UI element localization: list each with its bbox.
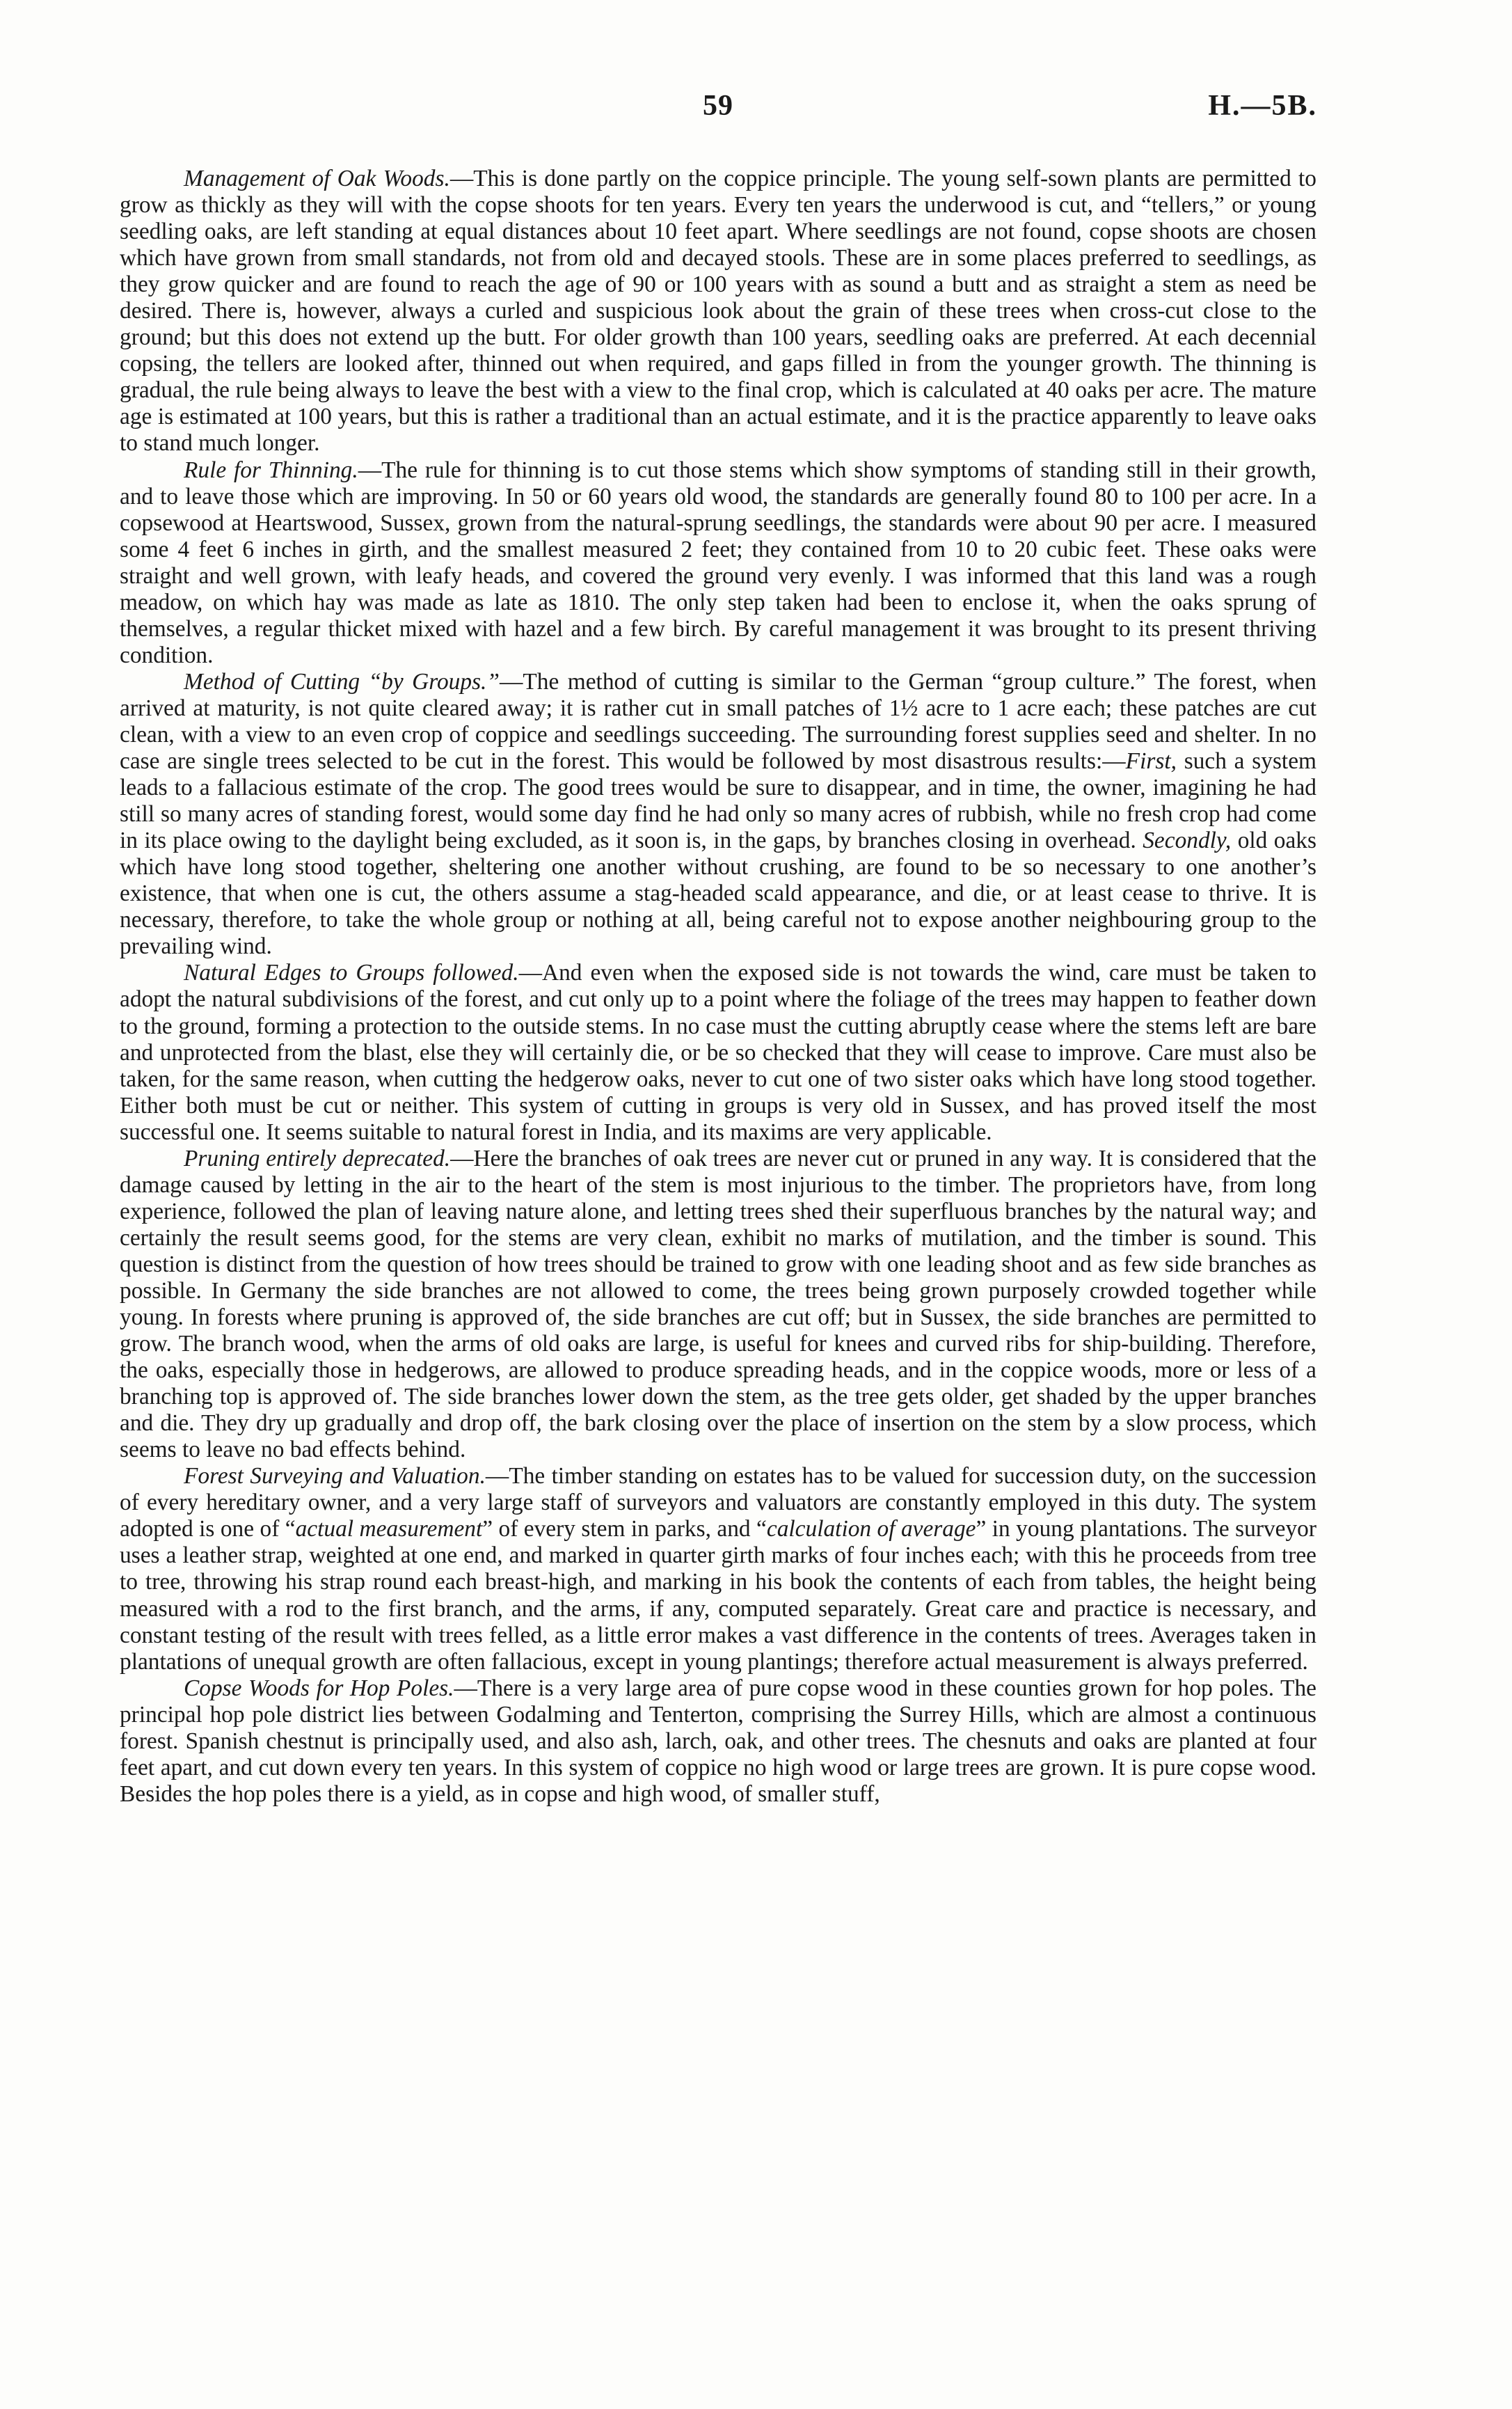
paragraph-text: old oaks which have long stood together, sheltering one another without crushing, are found to be so necessary to one another’s existence, that when one is cut, the others assume a stag-headed scald appearance, and die, or at least cease to thrive. It is necessary, therefore, to take the whole group or nothing at all, being careful not to expose another neighbouring group to the prevailing wind.: [120, 828, 1316, 960]
paragraph-text: —The rule for thinning is to cut those stems which show symptoms of standing still in their growth, and to leave those which are improving. In 50 or 60 years old wood, the standards are generally found 80 to 100 per acre. In a copsewood at Heartswood, Sussex, grown from the natural-sprung seedlings, the standards were about 90 per acre. I measured some 4 feet 6 inches in girth, and the smallest measured 2 feet; they contained from 10 to 20 cubic feet. These oaks were straight and well grown, with leafy heads, and covered the ground very evenly. I was informed that this land was a rough meadow, on which hay was made as late as 1810. The only step taken had been to enclose it, when the oaks sprung of themselves, a regular thicket mixed with hazel and a few birch. By careful management it was brought to its present thriving condition.: [120, 457, 1316, 668]
paragraph-natural-edges: [120, 960, 1316, 1145]
paragraph-text: ” in young plantations. The surveyor uses a leather strap, weighted at one end, and marked in quarter girth marks of four inches each; with this he proceeds from tree to tree, throwing his strap round each breast-high, and marking in his book the contents of each from tables, the height being measured with a rod to the first branch, and the arms, if any, computed separately. Great care and practice is necessary, and constant testing of the result with trees felled, as a little error makes a vast difference in the contents of trees. Averages taken in plantations of unequal growth are often fallacious, except in young plantings; therefore actual measurement is always preferred.: [120, 1516, 1316, 1675]
paragraph-text: —This is done partly on the coppice principle. The young self-sown plants are permitted to grow as thickly as they will with the copse shoots for ten years. Every ten years the underwood is cut, and “tellers,” or young seedling oaks, are left standing at equal distances about 10 feet apart. Where seedlings are not found, copse shoots are chosen which have grown from small standards, not from old and decayed stools. These are in some places preferred to seedlings, as they grow quicker and are found to reach the age of 90 or 100 years with as sound a butt and as straight a stem as need be desired. There is, however, always a curled and suspicious look about the grain of these trees when cross-cut close to the ground; but this does not extend up the butt. For older growth than 100 years, seedling oaks are preferred. At each decennial copsing, the tellers are looked after, thinned out when required, and gaps filled in from the younger growth. The thinning is gradual, the rule being always to leave the best with a view to the final crop, which is calculated at 40 oaks per acre. The mature age is estimated at 100 years, but this is rather a traditional than an actual estimate, and it is the practice apparently to leave oaks to stand much longer.: [120, 166, 1316, 457]
paragraph-text: —There is a very large area of pure copse wood in these counties grown for hop poles. The principal hop pole district lies between Godalming and Tenterton, comprising the Surrey Hills, which are almost a continuous forest. Spanish chestnut is principally used, and also ash, larch, oak, and other trees. The chesnuts and oaks are planted at four feet apart, and cut down every ten years. In this system of coppice no high wood or large trees are grown. It is pure copse wood. Besides the hop poles there is a yield, as in copse and high wood, of smaller stuff,: [120, 1675, 1316, 1807]
paragraph-heading: Natural Edges to Groups followed.: [184, 960, 519, 986]
paragraph-management-of-oak-woods: [120, 166, 1316, 457]
page-number: 59: [703, 90, 733, 122]
paragraph-text: ” of every stem in parks, and “: [482, 1516, 767, 1542]
paragraph-text: —Here the branches of oak trees are never cut or pruned in any way. It is considered that the damage caused by letting in the air to the heart of the stem is most injurious to the timber. The proprietors have, from long experience, followed the plan of leaving nature alone, and letting trees shed their superfluous branches by the natural way; and certainly the result seems good, for the stems are very clean, exhibit no marks of mutilation, and the timber is sound. This question is distinct from the question of how trees should be trained to grow with one leading shoot and as few side branches as possible. In Germany the side branches are not allowed to come, the trees being grown purposely crowded together while young. In forests where pruning is approved of, the side branches are cut off; but in Sussex, the side branches are permitted to grow. The branch wood, when the arms of old oaks are large, is useful for knees and curved ribs for ship-building. Therefore, the oaks, especially those in hedgerows, are allowed to produce spreading heads, and in the coppice woods, more or less of a branching top is approved of. The side branches lower down the stem, as the tree gets older, get shaded by the upper branches and die. They dry up gradually and drop off, the bark closing over the place of insertion on the stem by a slow process, which seems to leave no bad effects behind.: [120, 1145, 1316, 1463]
paragraph-text: —The timber standing on estates has to be valued for succession duty, on the succession of every hereditary owner, and a very large staff of surveyors and valuators are constantly employed in this duty. The system adopted is one of “: [120, 1463, 1316, 1542]
inline-italic: Secondly,: [1143, 828, 1232, 854]
inline-italic: First,: [1125, 748, 1177, 775]
paragraph-heading: Management of Oak Woods.: [184, 166, 450, 191]
paragraph-heading: Forest Surveying and Valuation.: [184, 1463, 486, 1490]
paragraph-method-of-cutting: [120, 669, 1316, 961]
page-header: [0, 89, 1512, 131]
paragraph-heading: Pruning entirely deprecated.: [184, 1145, 451, 1171]
paragraph-heading: Rule for Thinning.: [184, 457, 358, 483]
paragraph-heading: Method of Cutting “by Groups.”: [184, 668, 500, 695]
paragraph-heading: Copse Woods for Hop Poles.: [184, 1675, 454, 1701]
document-reference: H.—5B.: [1208, 90, 1317, 122]
inline-italic: actual measurement: [295, 1516, 483, 1542]
paragraph-text: such a system leads to a fallacious estimate of the crop. The good trees would be sure to disappear, and in time, the owner, imagining he had still so many acres of standing forest, would some day find he had only so many acres of rubbish, while no fresh crop had come in its place owing to the daylight being excluded, as it soon is, in the gaps, by branches closing in overhead.: [120, 748, 1317, 854]
paragraph-copse-woods-hop-poles: [120, 1675, 1316, 1808]
paragraph-text: —And even when the exposed side is not towards the wind, care must be taken to adopt the natural subdivisions of the forest, and cut only up to a point where the foliage of the trees may happen to feather down to the ground, forming a protection to the outside stems. In no case must the cutting abruptly cease where the stems left are bare and unprotected from the blast, else they will certainly die, or be so checked that they will cease to improve. Care must also be taken, for the same reason, when cutting the hedgerow oaks, never to cut one of two sister oaks which have long stood together. Either both must be cut or neither. This system of cutting in groups is very old in Sussex, and has proved itself the most successful one. It seems suitable to natural forest in India, and its maxims are very applicable.: [120, 960, 1316, 1145]
paragraph-rule-for-thinning: [120, 457, 1316, 669]
paragraph-pruning-deprecated: [120, 1146, 1316, 1464]
paragraph-text: —The method of cutting is similar to the German “group culture.” The forest, when arrived at maturity, is not quite cleared away; it is rather cut in small patches of 1½ acre to 1 acre each; these patches are cut clean, with a view to an even crop of coppice and seedlings succeeding. The surrounding forest supplies seed and shelter. In no case are single trees selected to be cut in the forest. This would be followed by most disastrous results:—: [120, 668, 1316, 775]
body-text: [120, 166, 1316, 1808]
paragraph-forest-surveying: [120, 1463, 1316, 1675]
inline-italic: calculation of average: [766, 1516, 976, 1542]
